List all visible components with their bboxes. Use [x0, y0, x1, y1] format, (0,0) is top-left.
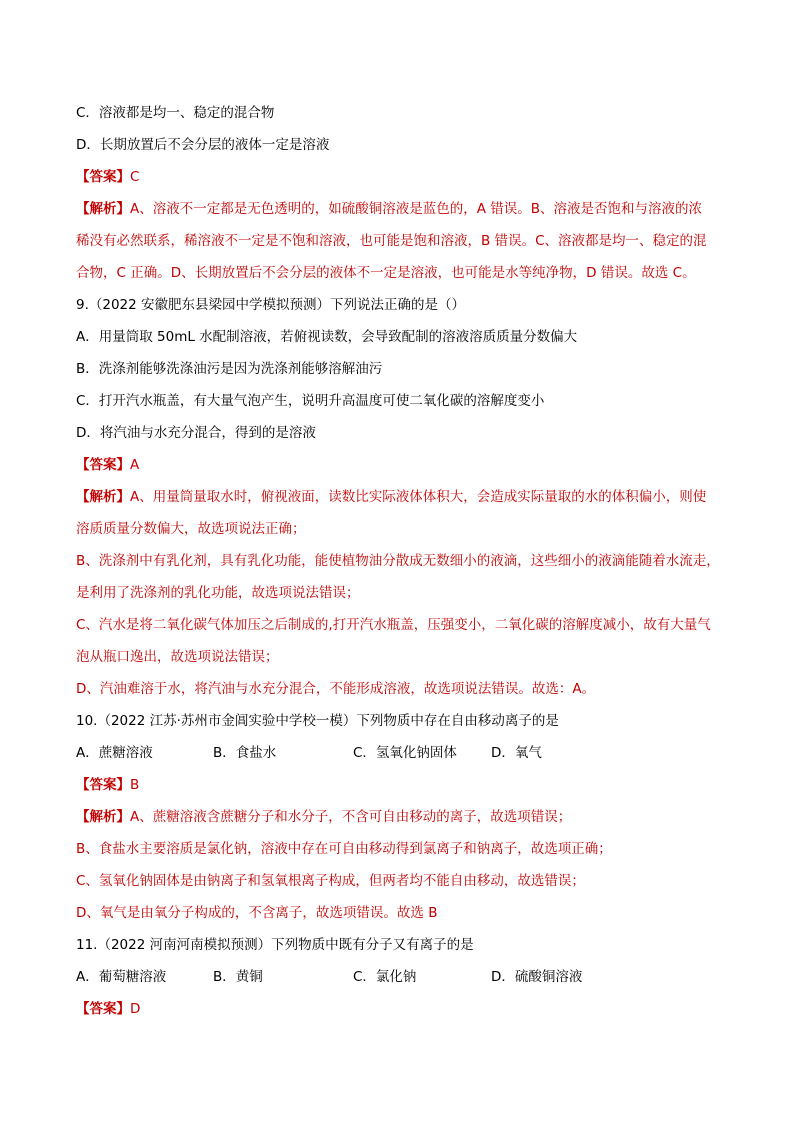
q10-answer: [76, 769, 736, 801]
q10-stem: 10.（2022 江苏·苏州市金阊实验中学校一模）下列物质中存在自由移动离子的是: [76, 713, 559, 729]
q8-option-d: D．长期放置后不会分层的液体一定是溶液: [76, 137, 330, 153]
analysis-text: 。: [682, 265, 696, 281]
answer-value: B: [130, 777, 140, 793]
q11-option-c: C．氯化钠: [353, 969, 417, 985]
q10-option-a: A．蔗糖溶液: [76, 745, 153, 761]
analysis-text: B: [428, 905, 438, 921]
q8-option-c: C．溶液都是均一、稳定的混合物: [76, 105, 275, 121]
q10-option-b: B．食盐水: [213, 745, 277, 761]
q8-analysis-line-1: [76, 193, 736, 225]
q9-option-a: A．用量筒取 50mL 水配制溶液，若俯视读数，会导致配制的溶液溶质质量分数偏大: [76, 329, 578, 345]
analysis-text: D、氧气是由氧分子构成的，不含离子，故选项错误。故选: [76, 905, 429, 921]
analysis-text: B: [530, 201, 541, 217]
q9-analysis-line-7: D、汽油难溶于水，将汽油与水充分混合，不能形成溶液，故选项说法错误。故选：A。: [76, 681, 596, 697]
q9-analysis-line-5: C、汽水是将二氧化碳气体加压之后制成的,打开汽水瓶盖，压强变小，二氧化碳的溶解度减小，故有大量气: [76, 617, 711, 633]
q11-option-a: A．葡萄糖溶液: [76, 969, 167, 985]
q10-analysis-line-4: [76, 897, 736, 929]
q10-option-c: C．氢氧化钠固体: [353, 745, 457, 761]
analysis-text: 正确。: [125, 265, 171, 281]
analysis-text: 错误。: [490, 233, 536, 249]
analysis-text: C: [672, 265, 683, 281]
q11-option-d: D．硫酸铜溶液: [491, 969, 583, 985]
analysis-text: 错误。故选: [596, 265, 673, 281]
q10-analysis-line-2: B、食盐水主要溶质是氯化钠，溶液中存在可自由移动得到氯离子和钠离子，故选项正确；: [76, 841, 612, 857]
analysis-text: 稀没有必然联系，稀溶液不一定是不饱和溶液，也可能是饱和溶液，: [76, 233, 481, 249]
q10-analysis-line-3: C、氢氧化钠固体是由钠离子和氢氧根离子构成，但两者均不能自由移动，故选错误；: [76, 873, 585, 889]
q10-analysis-line-1: [76, 801, 736, 833]
q9-option-d: D．将汽油与水充分混合，得到的是溶液: [76, 425, 316, 441]
analysis-text: D: [586, 265, 597, 281]
analysis-text: 、溶液都是均一、稳定的混: [544, 233, 707, 249]
analysis-text: A、溶液不一定都是无色透明的，如硫酸铜溶液是蓝色的，: [130, 201, 477, 217]
analysis-tag: 【解析】: [76, 489, 130, 505]
q9-analysis-line-1: [76, 481, 736, 513]
q9-analysis-line-3: B、洗涤剂中有乳化剂，具有乳化功能，能使植物油分散成无数细小的液滴，这些细小的液滴能随着水流走，: [76, 553, 720, 569]
answer-value: A: [130, 457, 140, 473]
q9-analysis-line-4: 是利用了洗涤剂的乳化功能，故选项说法错误；: [76, 585, 360, 601]
answer-tag: 【答案】: [76, 777, 130, 793]
analysis-text: B: [481, 233, 491, 249]
q10-option-d: D．氧气: [491, 745, 542, 761]
analysis-text: A: [476, 201, 486, 217]
q9-analysis-line-6: 泡从瓶口逸出，故选项说法错误；: [76, 649, 279, 665]
q9-analysis-line-2: 溶质质量分数偏大，故选项说法正确；: [76, 521, 306, 537]
answer-tag: 【答案】: [76, 169, 130, 185]
analysis-text: 错误。: [485, 201, 531, 217]
analysis-text: D: [170, 265, 182, 281]
q10-options: [76, 737, 736, 769]
analysis-text: 、长期放置后不会分层的液体不一定是溶液，也可能是水等纯净物，: [181, 265, 587, 281]
q9-stem: 9.（2022 安徽肥东县梁园中学模拟预测）下列说法正确的是（）: [76, 297, 466, 313]
answer-value: D: [130, 1001, 141, 1017]
q11-stem: 11.（2022 河南河南模拟预测）下列物质中既有分子又有离子的是: [76, 937, 474, 953]
q11-option-b: B．黄铜: [213, 969, 263, 985]
analysis-text: A、蔗糖溶液含蔗糖分子和水分子，不含可自由移动的离子，故选项错误；: [130, 809, 572, 825]
analysis-tag: 【解析】: [76, 201, 130, 217]
analysis-text: C: [535, 233, 545, 249]
answer-tag: 【答案】: [76, 457, 130, 473]
q9-option-c: C．打开汽水瓶盖，有大量气泡产生，说明升高温度可使二氧化碳的溶解度变小: [76, 393, 545, 409]
page-content: [76, 97, 736, 1025]
analysis-tag: 【解析】: [76, 809, 130, 825]
q8-answer: [76, 161, 736, 193]
q8-analysis-line-3: [76, 257, 736, 289]
q9-answer: [76, 449, 736, 481]
q11-options: [76, 961, 736, 993]
answer-tag: 【答案】: [76, 1001, 130, 1017]
q11-answer: [76, 993, 736, 1025]
answer-value: C: [130, 169, 140, 185]
analysis-text: 合物，: [76, 265, 117, 281]
q9-option-b: B．洗涤剂能够洗涤油污是因为洗涤剂能够溶解油污: [76, 361, 383, 377]
q8-analysis-line-2: [76, 225, 736, 257]
analysis-text: 、溶液是否饱和与溶液的浓: [540, 201, 703, 217]
analysis-text: A、用量筒量取水时，俯视液面，读数比实际液体体积大，会造成实际量取的水的体积偏小，则使: [130, 489, 707, 505]
analysis-text: C: [116, 265, 126, 281]
